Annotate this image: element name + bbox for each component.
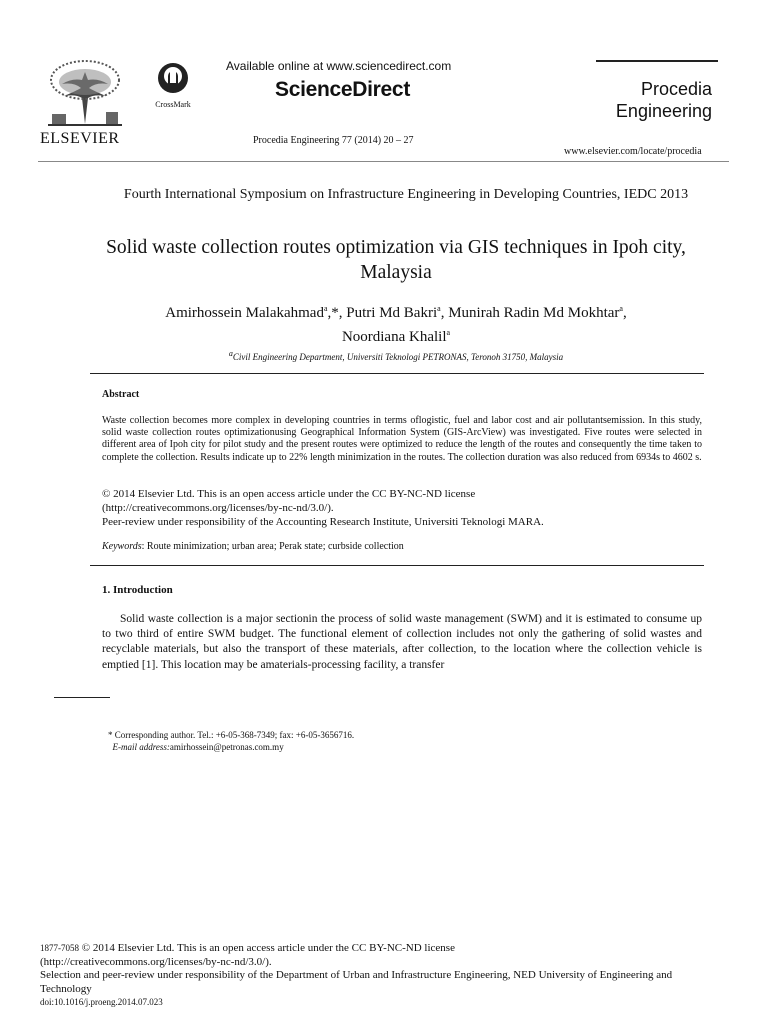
license-link[interactable]: (http://creativecommons.org/licenses/by-nc-nd/3.0/).	[102, 501, 334, 514]
journal-title-block	[596, 60, 718, 122]
article-title: Solid waste collection routes optimization via GIS techniques in Ipoh city, Malaysia	[106, 237, 686, 283]
author-list	[90, 299, 702, 347]
introduction-paragraph: Solid waste collection is a major sectionin the process of solid waste management (SWM) and it is estimated to consume up to two third of entire SWM budget. The functional element of collection includes not only the gathering of solid wastes and recyclable materials, but also the transport of these materials, after collection, to the location where the collection vehicle is emptied [1]. This location may be amaterials-processing facility, a transfer	[102, 613, 702, 671]
footer-license-statement: © 2014 Elsevier Ltd. This is an open access article under the CC BY-NC-ND license	[81, 942, 455, 954]
keywords-text: : Route minimization; urban area; Perak state; curbside collection	[141, 541, 404, 552]
footnote-rule	[54, 697, 110, 698]
affiliation-mark: a	[228, 349, 233, 358]
author-name: Amirhossein Malakahmad	[165, 305, 324, 321]
author-name: Munirah Radin Md Mokhtar	[448, 305, 620, 321]
crossmark-label: CrossMark	[155, 100, 191, 109]
header-divider	[38, 161, 729, 162]
footer-peer-review: Selection and peer-review under responsibility of the Department of Urban and Infrastructure Engineering, NED University of Engineering and Technology	[40, 969, 673, 995]
author-separator: ,	[622, 305, 627, 321]
author-separator: ,	[440, 305, 449, 321]
publisher-name: ELSEVIER	[40, 130, 120, 147]
abstract-text: Waste collection becomes more complex in developing countries in terms oflogistic, fuel and labor cost and air pollutantsemission. In this study, solid waste collection routes optimizationusing Geographical Information System (GIS-ArcView) was investigated. Five routes were selected in different area of Ipoh city for pilot study and the present routes were optimized to reduce the length of the routes and consequently the time taken to complete the collection. Results indicate up to 22% length minimization in the routes. The collection duration was also reduced from 6934s to 4602 s.	[102, 415, 702, 463]
corresponding-author-note: * Corresponding author. Tel.: +6-05-368-7349; fax: +6-05-3656716.	[108, 730, 355, 740]
abstract-top-rule	[90, 373, 704, 374]
abstract-bottom-rule	[90, 565, 704, 566]
symposium-name: Fourth International Symposium on Infrastructure Engineering in Developing Countries, IEDC 2013	[123, 187, 689, 202]
abstract-heading: Abstract	[102, 389, 140, 400]
sciencedirect-logo: ScienceDirect	[275, 78, 411, 101]
page-footer	[40, 942, 720, 1010]
keywords	[102, 541, 404, 552]
elsevier-logo	[40, 58, 130, 148]
footnote	[108, 729, 354, 753]
crossmark-badge[interactable]	[150, 62, 196, 109]
peer-review-statement: Peer-review under responsibility of the Accounting Research Institute, Universiti Teknologi MARA.	[102, 515, 544, 528]
section-heading-introduction: 1. Introduction	[102, 584, 173, 596]
footer-license-link[interactable]: (http://creativecommons.org/licenses/by-nc-nd/3.0/).	[40, 955, 272, 968]
license-statement: © 2014 Elsevier Ltd. This is an open access article under the CC BY-NC-ND license	[102, 488, 476, 500]
keywords-label: Keywords	[102, 541, 142, 552]
journal-reference: Procedia Engineering 77 (2014) 20 – 27	[253, 135, 414, 146]
author-affiliation-mark: a	[437, 304, 441, 313]
issn: 1877-7058	[40, 943, 79, 953]
email-line	[108, 741, 354, 753]
author-name: Putri Md Bakri	[346, 305, 438, 321]
author-name: Noordiana Khalil	[341, 329, 447, 345]
journal-name	[596, 62, 718, 122]
crossmark-icon	[157, 62, 189, 94]
affiliation	[100, 349, 692, 362]
doi[interactable]: doi:10.1016/j.proeng.2014.07.023	[40, 997, 163, 1007]
journal-name-line2: Engineering	[615, 101, 712, 121]
journal-url-link[interactable]: www.elsevier.com/locate/procedia	[564, 146, 702, 157]
email-label: E-mail address:	[112, 742, 170, 752]
elsevier-tree-icon	[46, 58, 124, 128]
author-separator: ,*,	[327, 305, 347, 321]
author-affiliation-mark: a	[446, 328, 451, 337]
author-affiliation-mark: a	[619, 304, 623, 313]
available-online-text: Available online at www.sciencedirect.com	[226, 59, 452, 73]
journal-name-line1: Procedia	[640, 79, 712, 99]
author-affiliation-mark: a	[323, 304, 328, 313]
issn-license-line	[40, 942, 720, 956]
abstract-license	[102, 488, 702, 529]
affiliation-text: Civil Engineering Department, Universiti Teknologi PETRONAS, Teronoh 31750, Malaysia	[232, 352, 564, 362]
email-address[interactable]: amirhossein@petronas.com.my	[169, 742, 284, 752]
